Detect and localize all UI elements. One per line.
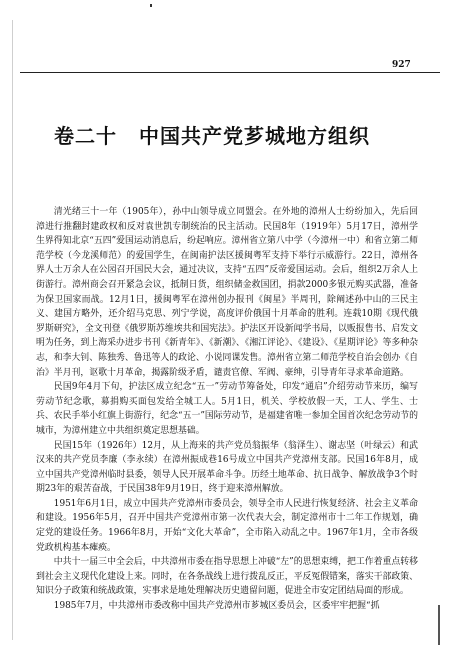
paragraph: 中共十一届三中全会后，中共漳州市委在指导思想上冲破“左”的思想束缚，把工作着重点转移到社会主义现代化建设上来。同时，在各条战线上进行拨乱反正，平反冤假错案，落实干部政策、知识分子政策和统战政策，实事求是地处理解决历史遗留问题，促进全市安定团结局面的形成。: [36, 557, 418, 597]
paragraph: 清光绪三十一年（1905年），孙中山领导成立同盟会。在外地的漳州人士纷纷加入，先后回漳进行推翻封建政权和反对袁世凯专制统治的民主活动。民国8年（1919年）5月17日，漳州学生界得知北京“五四”爱国运动消息后，纷起响应。漳州省立第八中学（今漳州一中）和省立第二师范学校（今龙溪师范）的爱国学生，在闽南护法区援闽粤军支持下举行示威游行。22日，漳州各界人士万余人在公园召开国民大会，通过决议，支持“五四”反帝爱国运动。会后，组织2万余人上街游行。漳州商会召开紧急会议，抵制日货，组织储金救国团，捐款2000多银元购买武器，准备为保卫国家而战。12月1日，援闽粤军在漳州创办报刊《闽星》半周刊，除阐述孙中山的三民主义、建国方略外，还介绍马克思、列宁学说，高度评价俄国十月革命的胜利。连载10期《现代俄罗斯研究》，全文刊登《俄罗斯苏维埃共和国宪法》。护法区开设新闻学书局，以贩报售书、启发文明为任务，到上海采办进步书刊《新青年》、《新潮》、《湘江评论》、《建设》、《星期评论》等多种杂志，和李大钊、陈独秀、鲁迅等人的政论、小说同课发售。漳州省立第二师范学校自治会创办《自治》半月刊，讴歌十月革命，揭露阶级矛盾，谴责官僚、军阀、豪绅，引导青年寻求革命道路。: [36, 207, 418, 378]
paragraph: 1951年6月1日，成立中国共产党漳州市委员会，领导全市人民进行恢复经济、社会主义革命和建设。1956年5月，召开中国共产党漳州市第一次代表大会，制定漳州市十二年工作规划，确定党的建设任务。1966年8月，开始“文化大革命”，全市陷入动乱之中。1967年1月，全市各级党政机构基本瘫痪。: [36, 498, 418, 553]
chapter-name: 中国共产党芗城地方组织: [139, 124, 370, 148]
paragraph: 民国9年4月下旬，护法区成立纪念“五一”劳动节筹备处，印发“通启”介绍劳动节来历，编写劳动节纪念歌，募捐购买面包发给全城工人。5月1日，机关、学校放假一天，工人、学生、士兵、农民手举小红旗上街游行，纪念“五一”国际劳动节，是福建省唯一参加全国首次纪念劳动节的城市，为漳州建立中共组织奠定思想基础。: [36, 382, 418, 436]
chapter-number: 卷二十: [54, 124, 117, 148]
page-number: 927: [392, 60, 411, 70]
paragraph: 1985年7月，中共漳州市委改称中国共产党漳州市芗城区委员会，区委牢牢把握“抓: [53, 601, 380, 612]
paragraph: 民国15年（1926年）12月，从上海来的共产党员翁振华（翁泽生）、谢志坚（叶绿云）和武汉来的共产党员李廉（李永续）在漳州振成巷16号成立中国共产党漳州支部。民国16年8月，成立中国共产党漳州临时县委，领导人民开展革命斗争。历经土地革命、抗日战争、解放战争3个时期23年的艰苦奋战，于民国38年9月19日，终于迎来漳州解放。: [36, 440, 418, 495]
chapter-title: [54, 120, 370, 149]
scan-speck: [150, 4, 152, 7]
page-edge-left: [12, 20, 13, 640]
page-edge-right: [438, 605, 440, 645]
body-text: [36, 205, 418, 614]
header-rule: [20, 72, 440, 73]
